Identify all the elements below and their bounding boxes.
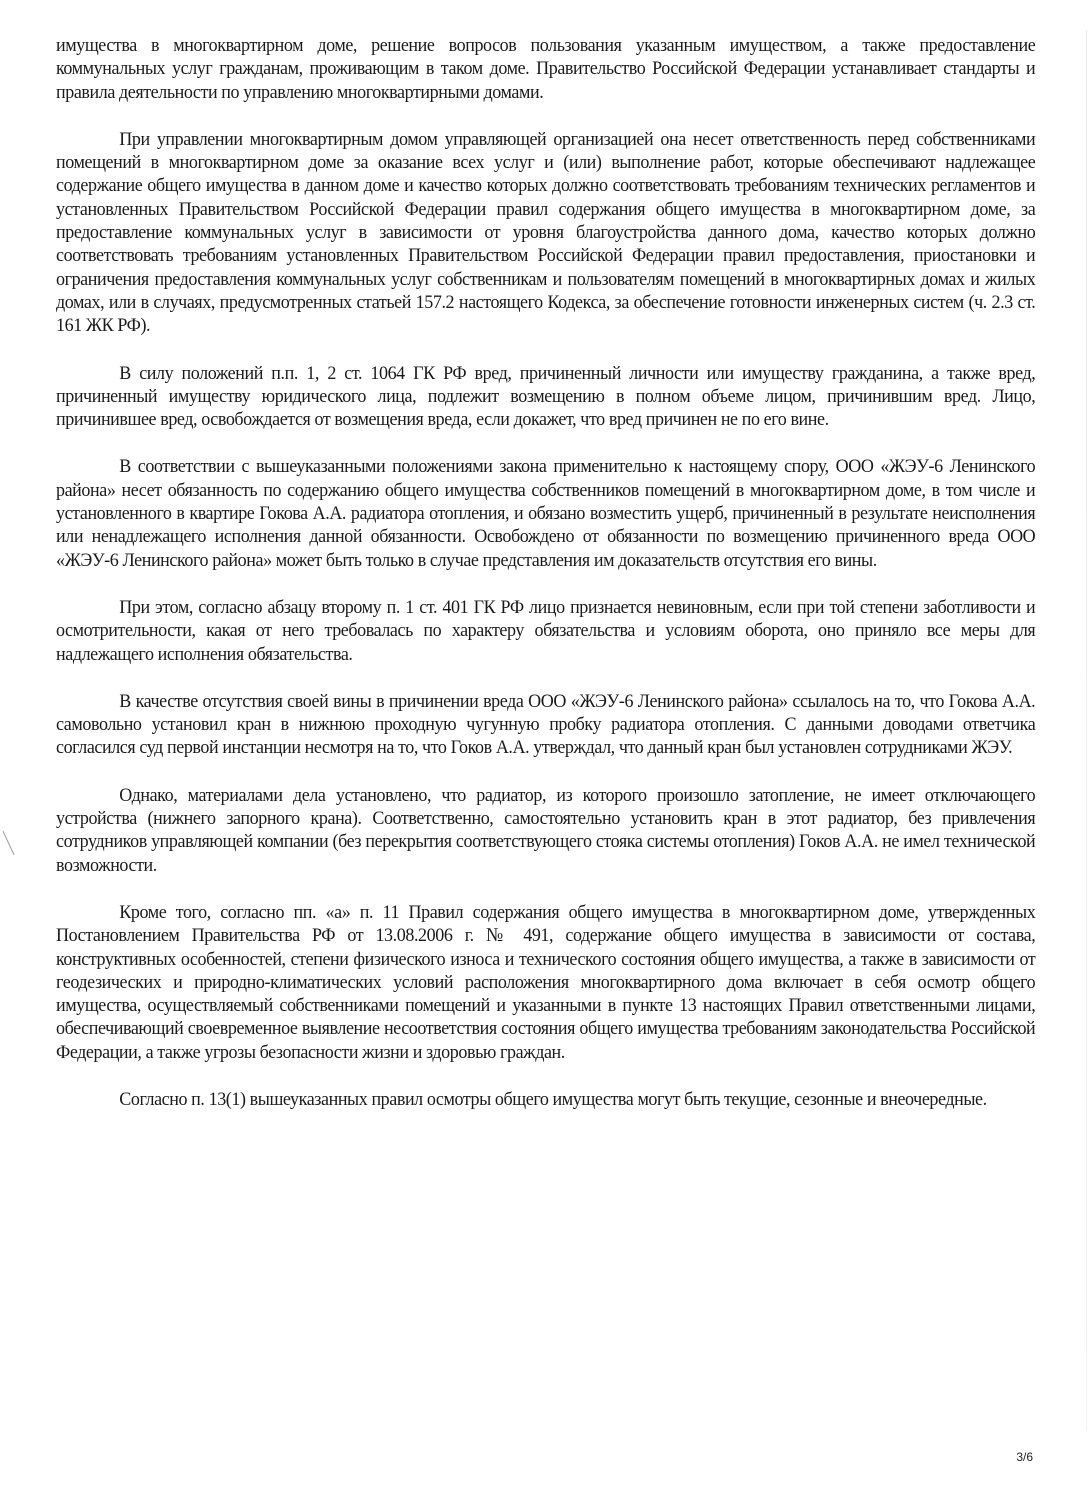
scan-edge-shadow [1086, 30, 1087, 1430]
paragraph-5: При этом, согласно абзацу второму п. 1 ст. 401 ГК РФ лицо признается невиновным, если при той степени заботливости и осмотрительности, какая от него требовалась по характеру обязательства и условиям оборота, оно приняло все меры для надлежащего исполнения обязательства. [56, 596, 1036, 665]
paragraph-2: При управлении многоквартирным домом управляющей организацией она несет ответственность перед собственниками помещений в многоквартирном доме за оказание всех услуг и (или) выполнение работ, которые обеспечивают надлежащее содержание общего имущества в данном доме и качество которых должно соответствовать требованиям технических регламентов и установленных Правительством Российской Федерации правил содержания общего имущества в многоквартирном доме, за предоставление коммунальных услуг в зависимости от уровня благоустройства данного дома, качество которых должно соответствовать требованиям установленных Правительством Российской Федерации правил предоставления, приостановки и ограничения предоставления коммунальных услуг собственникам и пользователям помещений в многоквартирных домах и жилых домах, или в случаях, предусмотренных статьей 157.2 настоящего Кодекса, за обеспечение готовности инженерных систем (ч. 2.3 ст. 161 ЖК РФ). [56, 128, 1036, 337]
paragraph-3: В силу положений п.п. 1, 2 ст. 1064 ГК РФ вред, причиненный личности или имуществу гражданина, а также вред, причиненный имуществу юридического лица, подлежит возмещению в полном объеме лицом, причинившим вред. Лицо, причинившее вред, освобождается от возмещения вреда, если докажет, что вред причинен не по его вине. [56, 362, 1036, 431]
paragraph-7: Однако, материалами дела установлено, что радиатор, из которого произошло затопление, не имеет отключающего устройства (нижнего запорного крана). Соответственно, самостоятельно установить кран в этот радиатор, без привлечения сотрудников управляющей компании (без перекрытия соответствующего стояка системы отопления) Гоков А.А. не имел технической возможности. [56, 784, 1036, 876]
document-page [56, 34, 1036, 1135]
paragraph-1: имущества в многоквартирном доме, решение вопросов пользования указанным имуществом, а также предоставление коммунальных услуг гражданам, проживающим в таком доме. Правительство Российской Федерации устанавливает стандарты и правила деятельности по управлению многоквартирными домами. [56, 35, 1036, 103]
margin-pen-mark [3, 831, 15, 855]
paragraph-4: В соответствии с вышеуказанными положениями закона применительно к настоящему спору, ООО «ЖЭУ-6 Ленинского района» несет обязанность по содержанию общего имущества собственников помещений в многоквартирном доме, в том числе и установленного в квартире Гокова А.А. радиатора отопления, и обязано возместить ущерб, причиненный в результате неисполнения или ненадлежащего исполнения данной обязанности. Освобождено от обязанности по возмещению причиненного вреда ООО «ЖЭУ-6 Ленинского района» может быть только в случае представления им доказательств отсутствия его вины. [56, 456, 1036, 571]
page-number: 3/6 [1016, 1450, 1033, 1464]
paragraph-9: Согласно п. 13(1) вышеуказанных правил осмотры общего имущества могут быть текущие, сезонные и внеочередные. [119, 1088, 987, 1110]
paragraph-6: В качестве отсутствия своей вины в причинении вреда ООО «ЖЭУ-6 Ленинского района» ссылалось на то, что Гокова А.А. самовольно установил кран в нижнюю проходную чугунную пробку радиатора отопления. С данными доводами ответчика согласился суд первой инстанции несмотря на то, что Гоков А.А. утверждал, что данный кран был установлен сотрудниками ЖЭУ. [56, 690, 1036, 759]
paragraph-8: Кроме того, согласно пп. «а» п. 11 Правил содержания общего имущества в многоквартирном доме, утвержденных Постановлением Правительства РФ от 13.08.2006 г. № 491, содержание общего имущества в зависимости от состава, конструктивных особенностей, степени физического износа и технического состояния общего имущества, а также в зависимости от геодезических и природно-климатических условий расположения многоквартирного дома включает в себя осмотр общего имущества, осуществляемый собственниками помещений и указанными в пункте 13 настоящих Правил ответственными лицами, обеспечивающий своевременное выявление несоответствия состояния общего имущества требованиям законодательства Российской Федерации, а также угрозы безопасности жизни и здоровью граждан. [56, 901, 1036, 1063]
